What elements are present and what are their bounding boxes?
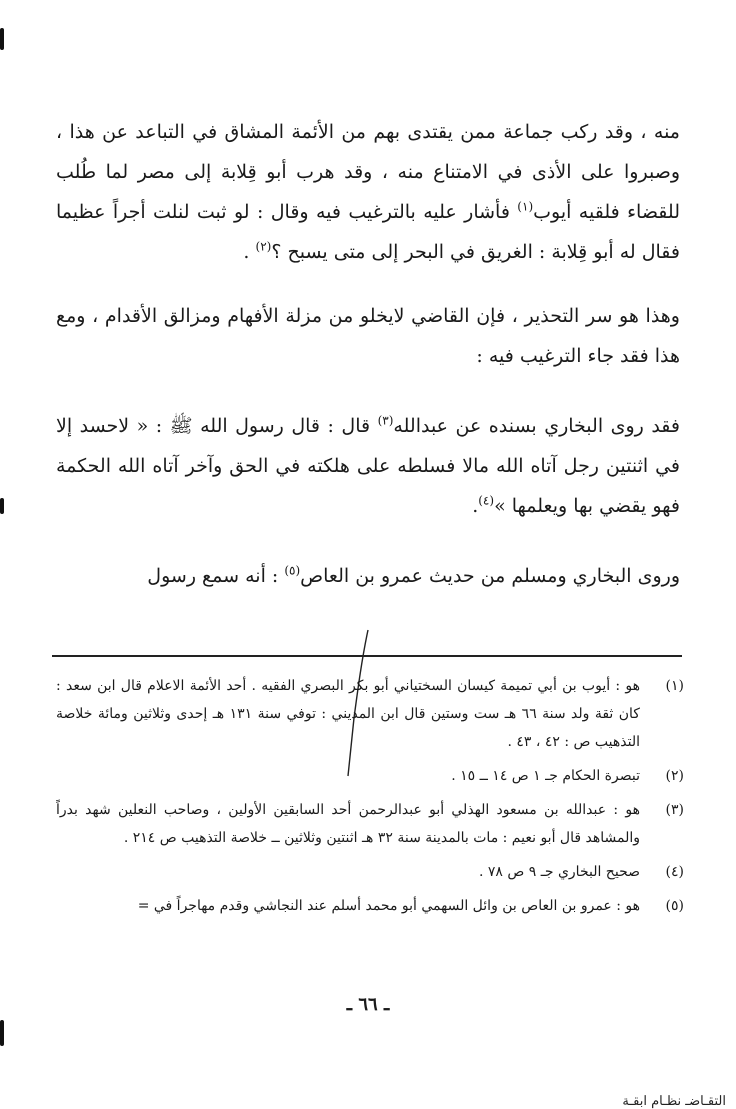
scan-edge-mark — [0, 28, 4, 50]
footnote-text: صحيح البخاري جـ ٩ ص ٧٨ . — [478, 864, 640, 880]
footnote-ref: (٣) — [377, 413, 394, 428]
paragraph: فقد روى البخاري بسنده عن عبدالله$^{(٣)}$ قال : قال رسول الله ﷺ : « لاحسد إلا في اثنتين رجل آتاه الله مالا فسلطه على هلكته في الحق وآخر آتاه الله الحكمة فهو يقضي بها ويعلمها »$^{(٤)}$. — [56, 413, 680, 517]
footnote — [56, 858, 684, 886]
next-page-bleed-text: التقـاضـ نظـام ابقـة — [622, 1094, 726, 1109]
footnote-ref: (٥) — [284, 563, 301, 578]
footnote-ref: (٢) — [255, 239, 272, 254]
page-number: ـ ٦٦ ـ — [346, 994, 390, 1015]
paragraph: منه ، وقد ركب جماعة ممن يقتدى بهم من الأئمة المشاق في التباعد عن هذا ، وصبروا على الأذى في الامتناع منه ، وقد هرب أبو قِلابة إلى مصر لما طُلب للقضاء فلقيه أيوب$^{(١)}$ فأشار عليه بالترغيب فيه وقال : لو ثبت لنلت أجراً عظيما فقال له أبو قِلابة : الغريق في البحر إلى متى يسبح ؟$^{(٢)}$ . — [56, 121, 680, 263]
footnote — [56, 672, 684, 756]
footnote — [56, 892, 684, 920]
footnote-number: (٥) — [665, 898, 684, 914]
paragraph: وهذا هو سر التحذير ، فإن القاضي لايخلو من مزلة الأفهام ومزالق الأقدام ، ومع هذا فقد جاء الترغيب فيه : — [56, 305, 680, 367]
footnote-ref: (٤) — [478, 493, 495, 508]
footnote — [56, 762, 684, 790]
footnote-number: (٤) — [665, 864, 684, 880]
footnote-number: (٣) — [665, 802, 684, 818]
footnote-ref: (١) — [517, 199, 534, 214]
footnote-text: هو : أيوب بن أبي تميمة كيسان السختياني أبو بكر البصري الفقيه . أحد الأئمة الاعلام قال ابن سعد : كان ثقة ولد سنة ٦٦ هـ ست وستين قال ابن المديني : توفي سنة ١٣١ هـ إحدى وثلاثين ومائة خلاصة التذهيب ص : ٤٢ ، ٤٣ . — [56, 678, 640, 750]
scan-edge-mark — [0, 498, 4, 514]
footnote-text: هو : عمرو بن العاص بن وائل السهمي أبو محمد أسلم عند النجاشي وقدم مهاجراً في = — [137, 898, 640, 914]
footnote — [56, 796, 684, 852]
scan-edge-mark — [0, 1020, 4, 1046]
paragraph: وروى البخاري ومسلم من حديث عمرو بن العاص$^{(٥)}$ : أنه سمع رسول — [147, 563, 680, 587]
footnote-number: (٢) — [665, 768, 684, 784]
footnote-text: هو : عبدالله بن مسعود الهذلي أبو عبدالرحمن أحد السابقين الأولين ، وصاحب النعلين شهد بدراً والمشاهد قال أبو نعيم : مات بالمدينة سنة ٣٢ هـ اثنتين وثلاثين ــ خلاصة التذهيب ص ٢١٤ . — [56, 802, 640, 846]
main-text — [56, 112, 680, 622]
footnotes — [56, 672, 684, 926]
footnote-number: (١) — [665, 678, 684, 694]
footnote-text: تبصرة الحكام جـ ١ ص ١٤ ــ ١٥ . — [451, 768, 640, 784]
